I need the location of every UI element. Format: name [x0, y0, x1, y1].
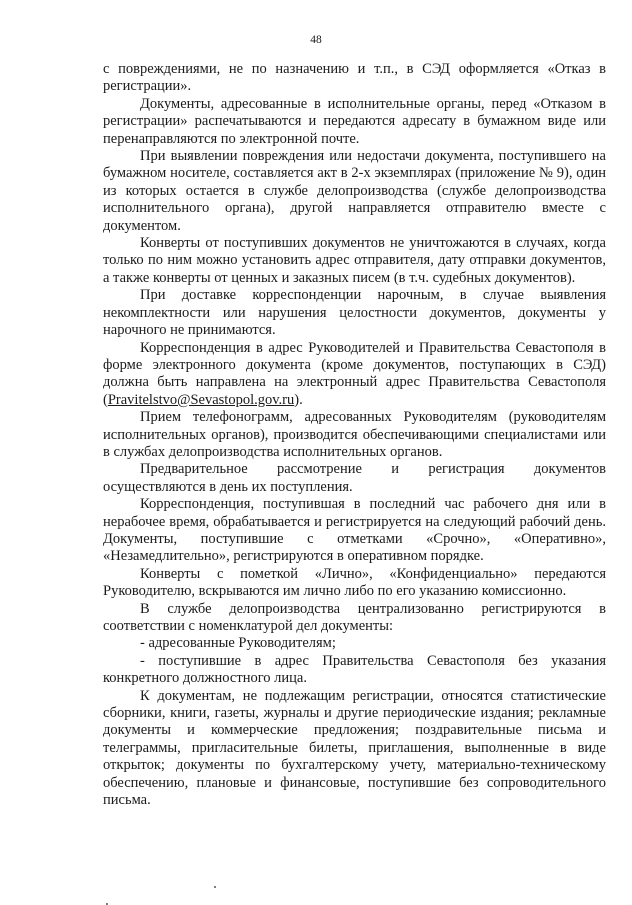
paragraph-executive-bodies: Документы, адресованные в исполнительные органы, перед «Отказом в регистрации» распечатываются и передаются адресату в бумажном виде или перенаправляются по электронной почте.: [103, 95, 606, 147]
paragraph-courier-delivery: При доставке корреспонденции нарочным, в случае выявления некомплектности или нарушения целостности документов, документы у нарочного не принимаются.: [103, 287, 606, 339]
scan-artifact-dot: [214, 886, 216, 888]
list-item-government-address: - поступившие в адрес Правительства Севастополя без указания конкретного должностного лица.: [103, 652, 606, 687]
paragraph-electronic-correspondence: [103, 340, 606, 410]
paragraph-refusal-registration: с повреждениями, не по назначению и т.п., в СЭД оформляется «Отказ в регистрации».: [103, 61, 606, 95]
document-body: [103, 61, 606, 809]
paragraph-damage-act: При выявлении повреждения или недостачи документа, поступившего на бумажном носителе, составляется акт в 2-х экземплярах (приложение № 9), один из которых остается в службе делопроизводства (службе делопроизводства исполнительного органа), другой направляется отправителю вместе с документом.: [103, 148, 606, 234]
page-number: 48: [310, 34, 322, 46]
paragraph-preliminary-review: Предварительное рассмотрение и регистрация документов осуществляются в день их поступления.: [103, 461, 606, 495]
paragraph-after-hours: Корреспонденция, поступившая в последний час рабочего дня или в нерабочее время, обрабатывается и регистрируется на следующий рабочий день. Документы, поступившие с отметками «Срочно», «Оперативно», «Незамедлительно», регистрируются в оперативном порядке.: [103, 496, 606, 565]
government-email-link[interactable]: Pravitelstvo@Sevastopol.gov.ru: [107, 391, 295, 408]
paragraph-telephone-messages: Прием телефонограмм, адресованных Руководителям (руководителям исполнительных органов), производится обеспечивающими специалистами или в службах делопроизводства исполнительных органов.: [103, 409, 606, 460]
paragraph-envelopes: Конверты от поступивших документов не уничтожаются в случаях, когда только по ним можно установить адрес отправителя, дату отправки документов, а также конверты от ценных и заказных писем (в т.ч. судебных документов).: [103, 235, 606, 286]
list-item-addressed-leaders: - адресованные Руководителям;: [140, 635, 336, 652]
paragraph-personal-envelopes: Конверты с пометкой «Лично», «Конфиденциально» передаются Руководителю, вскрываются им лично либо по его указанию комиссионно.: [103, 565, 606, 600]
electronic-correspondence-text: Корреспонденция в адрес Руководителей и Правительства Севастополя в форме электронного документа (кроме документов, поступающих в СЭД) должна быть направлена на электронный адрес Правительства Севастополя (: [103, 339, 606, 408]
electronic-correspondence-tail: ).: [294, 391, 303, 408]
paragraph-not-registered: К документам, не подлежащим регистрации, относятся статистические сборники, книги, газеты, журналы и другие периодические издания; рекламные документы и коммерческие предложения; поздравительные письма и телеграммы, пригласительные билеты, приглашения, выполненные в виде открыток; документы по бухгалтерскому учету, материально-техническому обеспечению, плановые и финансовые, поступившие без сопроводительного письма.: [103, 687, 606, 809]
paragraph-centralized-registration: В службе делопроизводства централизованно регистрируются в соответствии с номенклатурой дел документы:: [103, 600, 606, 634]
